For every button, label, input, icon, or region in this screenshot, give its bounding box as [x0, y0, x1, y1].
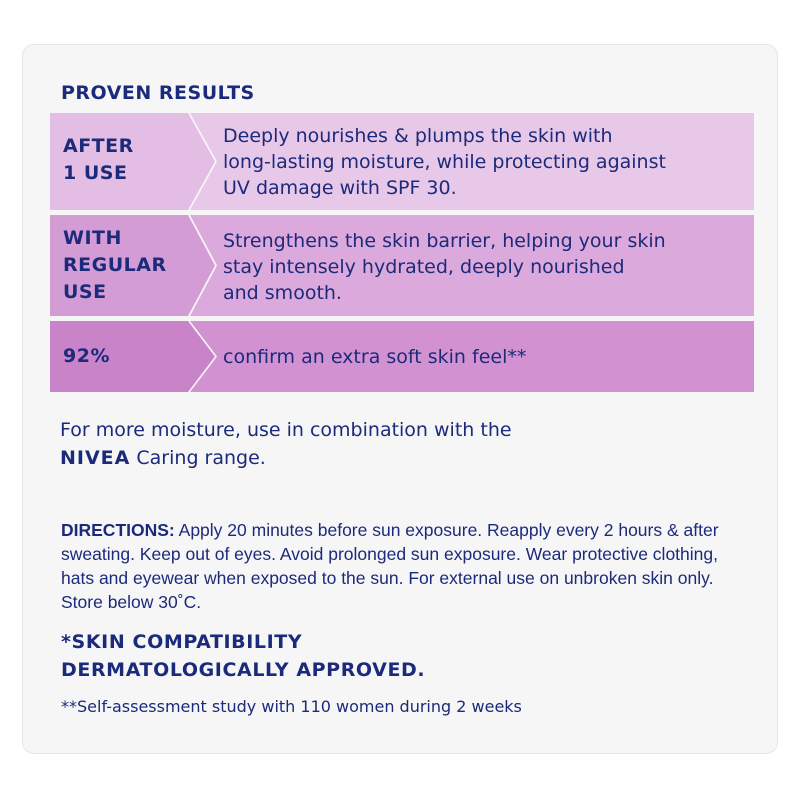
result-row-ninety-two-percent	[50, 321, 754, 392]
footnote: **Self-assessment study with 110 women during 2 weeks	[61, 697, 522, 716]
result-label: WITH REGULAR USE	[63, 227, 167, 303]
result-description: confirm an extra soft skin feel**	[223, 346, 527, 368]
directions-text	[61, 518, 741, 614]
result-label: 92%	[63, 345, 110, 367]
combination-line1: For more moisture, use in combination with the	[60, 419, 512, 441]
result-description: Strengthens the skin barrier, helping your skin stay intensely hydrated, deeply nourished and smooth.	[223, 230, 666, 304]
combination-note	[60, 416, 512, 472]
result-row-after-one-use	[50, 113, 754, 210]
directions-label: DIRECTIONS:	[61, 520, 175, 540]
result-row-regular-use	[50, 215, 754, 316]
result-label: AFTER 1 USE	[63, 135, 134, 184]
directions-body: Apply 20 minutes before sun exposure. Reapply every 2 hours & after sweating. Keep out of eyes. Avoid prolonged sun exposure. Wear protective clothing, hats and eyewear when exposed to the sun. For external use on unbroken skin only. Store below 30˚C.	[61, 520, 719, 612]
skin-compatibility-claim: *SKIN COMPATIBILITY DERMATOLOGICALLY APPROVED.	[61, 631, 426, 681]
result-description: Deeply nourishes & plumps the skin with long-lasting moisture, while protecting against UV damage with SPF 30.	[223, 125, 666, 199]
combination-line2: Caring range.	[130, 447, 266, 469]
brand-name: NIVEA	[60, 447, 131, 469]
section-heading: PROVEN RESULTS	[61, 82, 255, 104]
